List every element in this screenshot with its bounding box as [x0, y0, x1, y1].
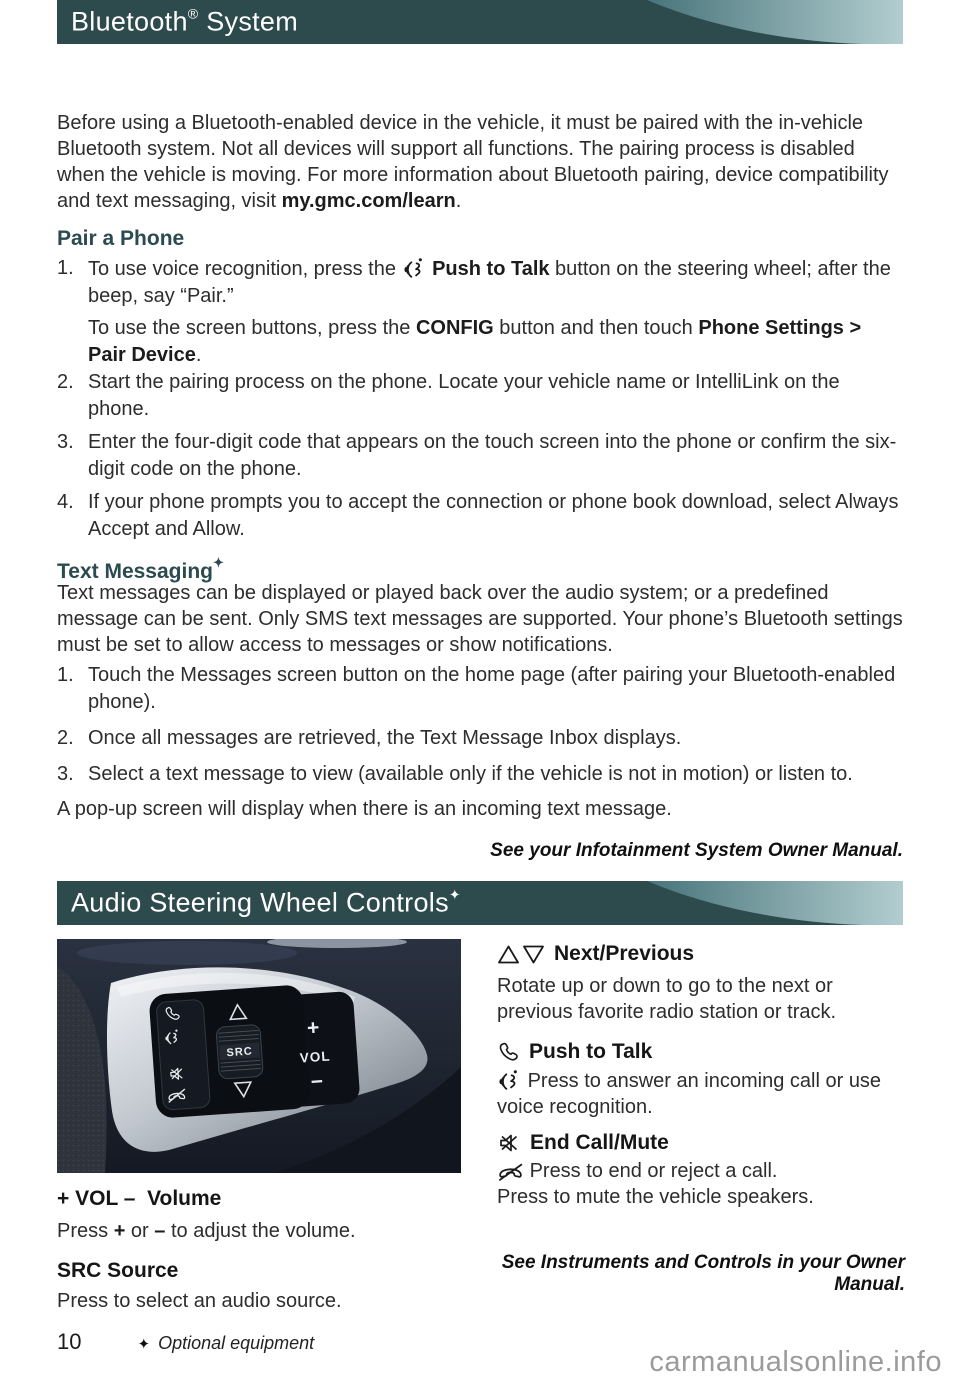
volume-down-label: − — [310, 1070, 324, 1094]
steering-wheel-section-title: Audio Steering Wheel Controls✦ — [71, 886, 461, 918]
gmc-learn-url: my.gmc.com/learn — [281, 190, 456, 212]
footnote-text: Optional equipment — [158, 1333, 315, 1353]
bluetooth-section-header — [57, 0, 903, 44]
text-messaging-intro: Text messages can be displayed or played back over the audio system; or a predefined message can be sent. Only SMS text messages are supported. Your phone’s Bluetooth settings must be set to allow access to messages or show notifications. — [57, 582, 903, 656]
optional-equipment-star: ✦ — [137, 1336, 151, 1353]
next-previous-heading: Next/Previous — [497, 941, 905, 967]
infotainment-manual-note: See your Infotainment System Owner Manual. — [490, 840, 903, 861]
list-number: 2. — [57, 371, 74, 393]
pair-a-phone-heading: Pair a Phone — [57, 227, 185, 250]
controls-descriptions-column — [497, 941, 905, 1210]
volume-up-label: + — [306, 1016, 321, 1041]
page-number: 10 — [57, 1329, 82, 1354]
list-number: 4. — [57, 491, 74, 513]
list-number: 3. — [57, 763, 74, 785]
list-number: 2. — [57, 727, 74, 749]
instruments-manual-note: See Instruments and Controls in your Owner Manual. — [501, 1252, 905, 1295]
control-pod — [148, 981, 360, 1119]
list-item: 3. Enter the four-digit code that appears on the touch screen into the phone or confirm the six-digit code on the phone. — [57, 431, 897, 480]
list-number: 3. — [57, 431, 74, 453]
push-to-talk-voice-icon — [402, 255, 427, 280]
optional-equipment-star: ✦ — [448, 886, 461, 903]
volume-heading: + VOL – Volume — [57, 1187, 222, 1210]
text-messaging-heading: Text Messaging✦ — [57, 555, 224, 583]
registered-symbol: ® — [187, 5, 199, 22]
list-item: 2. Start the pairing process on the phone. Locate your vehicle name or IntelliLink on the phone. — [57, 371, 840, 420]
mute-speaker-icon — [497, 1131, 521, 1155]
volume-source-column — [57, 1186, 461, 1314]
list-number: 1. — [57, 257, 74, 279]
end-call-mute-heading: End Call/Mute — [497, 1130, 905, 1156]
next-previous-body: Rotate up or down to go to the next or previous favorite radio station or track. — [497, 975, 837, 1023]
bluetooth-section-title: Bluetooth® System — [71, 5, 299, 37]
list-item: 1. To use voice recognition, press the Push to Talk button on the steering wheel; after the beep, say “Pair.” — [57, 257, 891, 307]
list-item: 2. Once all messages are retrieved, the Text Message Inbox displays. — [57, 725, 903, 752]
push-to-talk-body: Press to answer an incoming call or use voice recognition. — [497, 1067, 905, 1120]
steering-wheel-section-header — [57, 881, 903, 925]
mute-line: Press to mute the vehicle speakers. — [497, 1186, 814, 1208]
list-item: 1. Touch the Messages screen button on the home page (after pairing your Bluetooth-enabled phone). — [57, 664, 896, 713]
text-messaging-steps — [57, 662, 903, 788]
push-to-talk-heading: Push to Talk — [497, 1039, 905, 1065]
next-triangle-icon — [497, 944, 545, 965]
src-body: Press to select an audio source. — [57, 1290, 342, 1312]
phone-handset-icon — [497, 1041, 520, 1064]
src-heading: SRC Source — [57, 1259, 179, 1282]
watermark: carmanualsonline.info — [649, 1346, 942, 1378]
src-roller-label: SRC — [226, 1045, 254, 1060]
popup-note: A pop-up screen will display when there is an incoming text message. — [57, 798, 672, 820]
list-item: 4. If your phone prompts you to accept the connection or phone book download, select Always Accept and Allow. — [57, 491, 899, 540]
list-number: 1. — [57, 664, 74, 686]
vol-label: VOL — [299, 1048, 332, 1066]
steering-wheel-controls-photo — [57, 939, 461, 1173]
volume-body: Press + or – to adjust the volume. — [57, 1220, 356, 1242]
push-to-talk-voice-icon — [497, 1067, 522, 1092]
page-footer — [57, 1329, 314, 1355]
end-call-line: Press to end or reject a call. — [497, 1158, 905, 1184]
bluetooth-intro-paragraph: Before using a Bluetooth-enabled device in the vehicle, it must be paired with the in-vehicle Bluetooth system. Not all devices will support all functions. The pairing process is disabled when the vehicle is moving. For more information about Bluetooth pairing, device compatibility and text messaging, visit my.gmc.com/learn. — [57, 112, 889, 212]
phone-button — [156, 999, 210, 1110]
optional-equipment-star: ✦ — [212, 555, 224, 570]
list-item: 3. Select a text message to view (available only if the vehicle is not in motion) or listen to. — [57, 761, 903, 788]
pair-a-phone-steps — [57, 255, 903, 543]
end-call-icon — [497, 1161, 524, 1182]
screen-buttons-note: To use the screen buttons, press the CONFIG button and then touch Phone Settings > Pair Device. — [88, 317, 862, 366]
